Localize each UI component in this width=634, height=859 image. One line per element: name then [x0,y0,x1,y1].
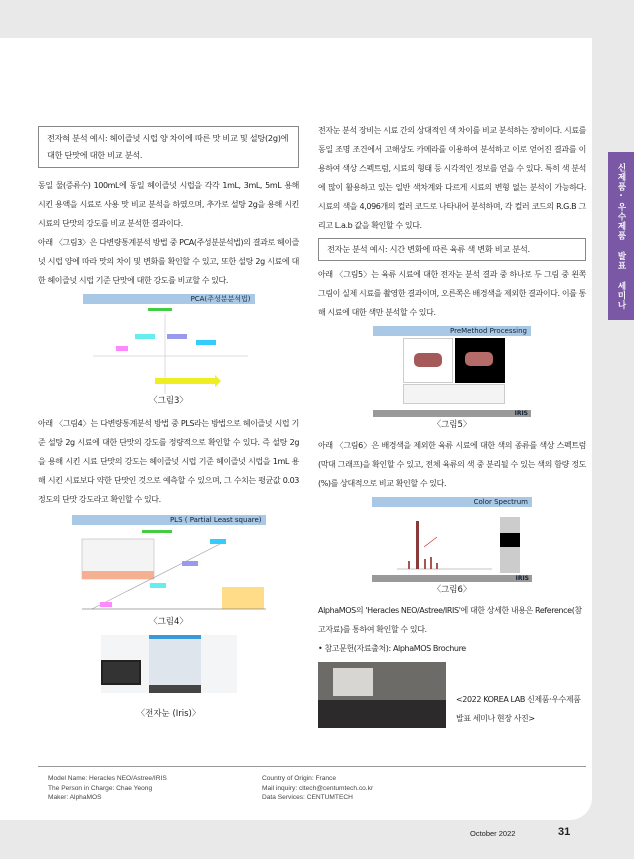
photo-caption: <2022 KOREA LAB 신제품·우수제품 발표 세미나 현장 사진> [456,695,581,723]
spectrum-bars [372,507,532,573]
person-in-charge: The Person in Charge: Chae Yeong [48,784,153,792]
mail-inquiry[interactable]: Mail inquiry: cltech@centumtech.co.kr [262,784,374,792]
figure-5-caption: 〈그림5〉 [432,420,472,430]
right-column [318,121,586,728]
figure-title: PLS ( Partial Least square) [72,515,266,525]
paragraph-reference-note: AlphaMOS의 'Heracles NEO/Astree/IRIS'에 대한 상세한 내용은 Reference(참고자료)를 통하여 확인할 수 있다. [318,606,582,634]
figure-brand: IRIS [373,410,531,417]
figure-4-pls [72,515,266,615]
paragraph-fig5: 아래 〈그림5〉는 육류 시료에 대한 전자눈 분석 결과 중 하나로 두 그림 중 왼쪽 그림이 실제 시료를 촬영한 결과이며, 오른쪽은 배경색을 제외한 결과이다. 이를 통해 시료에 대한 색만 분석할 수 있다. [318,270,586,317]
reference-source: • 참고문헌(자료출처): AlphaMOS Brochure [318,644,466,653]
photo-row [318,662,586,728]
section-tab[interactable]: 신제품·우수제품 발표 세미나 [608,152,634,320]
figure-brand: IRIS [372,575,532,582]
footer-divider [38,766,586,767]
seminar-photo [318,662,446,728]
paragraph-fig6: 아래 〈그림6〉은 배경색을 제외한 육류 시료에 대한 색의 종류를 색상 스펙트럼(막대 그래프)을 확인할 수 있고, 전체 육류의 색 중 분리될 수 있는 색의 함량 정도(%)를 상대적으로 비교 확인할 수 있다. [318,441,586,488]
pls-plot [72,525,266,615]
figure-6-spectrum [372,497,532,583]
pca-plot [83,304,255,394]
figure-6-caption: 〈그림6〉 [432,585,472,595]
example-box-eye: 전자눈 분석 예시: 시간 변화에 따른 육류 색 변화 비교 분석. [318,238,586,261]
paragraph-iris: 전자눈 분석 장비는 시료 간의 상대적인 색 차이를 비교 분석하는 장비이다. 시료를 동일 조명 조건에서 고해상도 카메라를 이용하여 분석하고 이로 얻어진 결과를 이용하여 색상 스펙트럼, 시료의 형태 등 시각적인 정보를 얻을 수 있다. 특히 색 분석에 많이 활용하고 있는 일반 색차계와 다르게 시료의 변형 없는 분석이 가능하다. 시료의 색을 4,096개의 컬러 코드로 나타내어 분석하며, 각 컬러 코드의 R.G.B 그리고 L.a.b 값을 확인할 수 있다. [318,126,586,230]
example-box-tongue: 전자혀 분석 예시: 헤이즐넛 시럽 양 차이에 따른 맛 비교 및 설탕(2g)에 대한 단맛에 대한 비교 분석. [38,126,299,168]
maker: Maker: AlphaMOS [48,794,102,801]
country-of-origin: Country of Origin: France [262,775,337,782]
figure-4-caption: 〈그림4〉 [149,617,188,627]
figure-title: Color Spectrum [372,497,532,507]
issue-date: October 2022 [470,829,516,838]
paragraph-pca: 아래 〈그림3〉은 다변량통계분석 방법 중 PCA(주성분분석법)의 결과로 헤이즐넛 시럽 양에 따라 맛의 차이 및 변화를 확인할 수 있고, 또한 설탕 2g 시료에 대한 헤이즐넛 시럽 기준 단맛에 대한 강도를 비교할 수 있다. [38,238,299,285]
figure-title: PCA(주성분분석법) [83,294,255,304]
iris-device-photo [101,635,237,707]
figure-5-premethod [373,326,531,418]
footer-product-info [48,774,167,803]
figure-title: PreMethod Processing [373,326,531,336]
paragraph-pls: 아래 〈그림4〉는 다변량통계분석 방법 중 PLS라는 방법으로 헤이즐넛 시럽 기준 설탕 2g 시료에 대한 단맛의 강도를 정량적으로 확인할 수 있다. 즉 설탕 2g을 용해 시킨 시료 단맛의 강도는 헤이즐넛 시럽 기준 헤이즐넛 시럽을 1mL 용해 시킨 시료보다 약한 단맛인 것으로 예측할 수 있으며, 그 수치는 평균값 0.03 정도의 단맛 강도라고 확인할 수 있다. [38,419,299,504]
figure-3-pca [83,294,255,394]
paragraph-intro: 동일 물(증류수) 100mL에 동일 헤이즐넛 시럽을 각각 1mL, 3mL, 5mL 용해 시킨 용액을 시료로 사용 맛 비교 분석을 하였으며, 추가로 설탕 2g을 용해 시킨 시료의 단맛의 강도를 비교 분석한 결과이다. [38,181,299,228]
figure-3-caption: 〈그림3〉 [149,396,188,406]
model-name: Model Name: Heracles NEO/Astree/IRIS [48,775,167,782]
iris-caption: 〈전자눈 (Iris)〉 [136,709,201,719]
data-services: Data Services: CENTUMTECH [262,794,353,801]
page-number: 31 [558,826,571,838]
footer-contact-info [262,774,373,803]
left-column [38,126,299,721]
